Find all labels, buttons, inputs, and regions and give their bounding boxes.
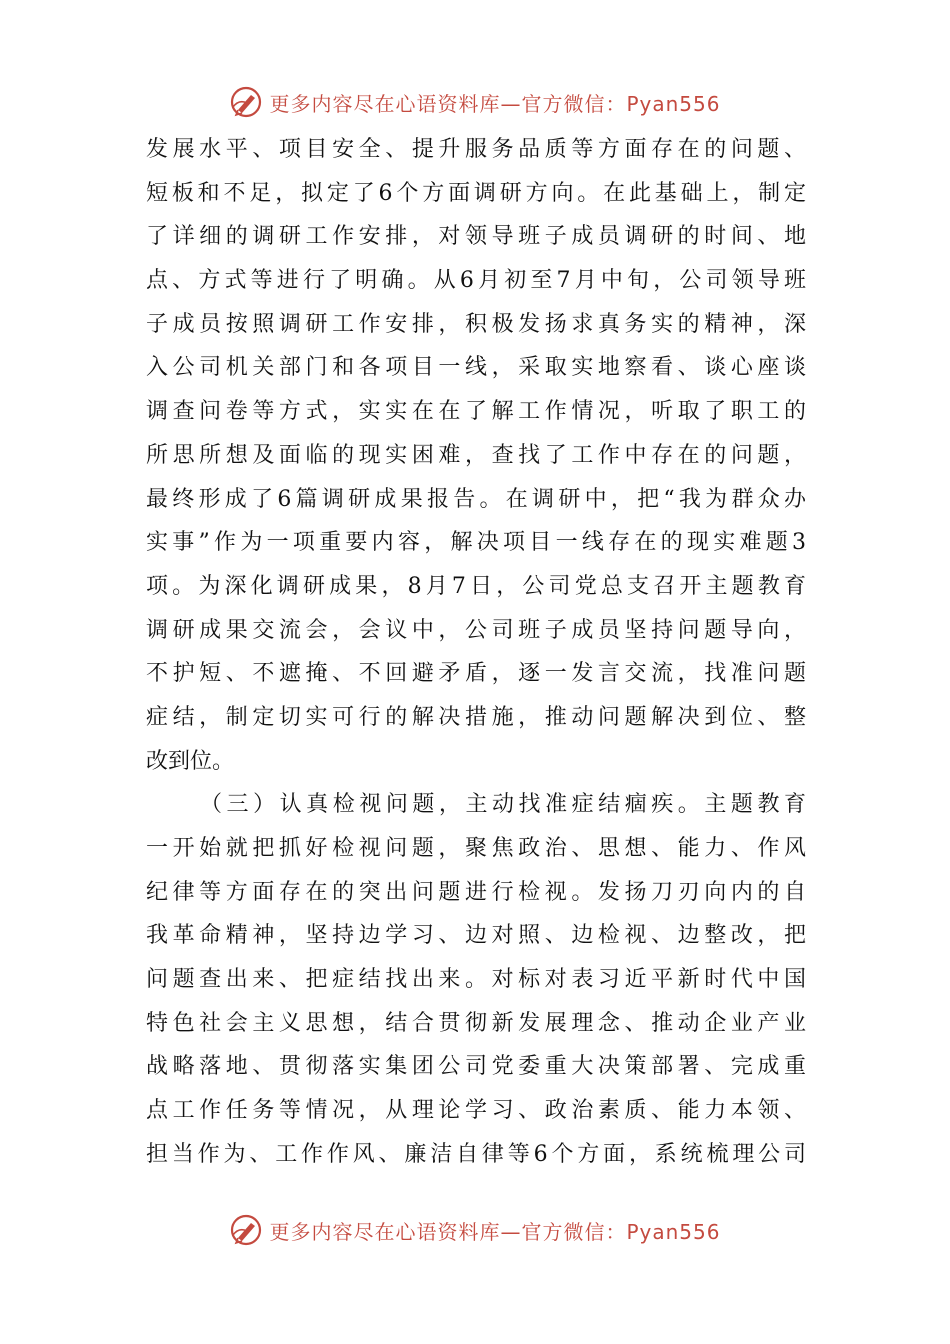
paragraph-end-line: 改到位。 [146,748,235,774]
body-line: 特色社会主义思想，结合贯彻新发展理念、推动企业产业 [146,1010,806,1036]
body-line: 我革命精神，坚持边学习、边对照、边检视、边整改，把 [146,923,806,949]
body-line: 项。为深化调研成果，8月7日，公司党总支召开主题教育 [146,573,806,599]
body-line: 点工作任务等情况，从理论学习、政治素质、能力本领、 [146,1098,806,1124]
body-line: 问题查出来、把症结找出来。对标对表习近平新时代中国 [146,967,806,993]
watermark-text: 更多内容尽在心语资料库—官方微信：Pyan556 [269,91,721,116]
document-body [146,128,806,1177]
footer-watermark [0,1212,950,1248]
body-line: 入公司机关部门和各项目一线，采取实地察看、谈心座谈 [146,355,806,381]
body-line: 所思所想及面临的现实困难，查找了工作中存在的问题， [146,442,806,468]
body-line: 调研成果交流会，会议中，公司班子成员坚持问题导向， [146,617,806,643]
body-line: 调查问卷等方式，实实在在了解工作情况，听取了职工的 [146,399,806,425]
body-line: 实事”作为一项重要内容，解决项目一线存在的现实难题3 [146,530,806,556]
body-line: 症结，制定切实可行的解决措施，推动问题解决到位、整 [146,704,806,730]
body-line: 发展水平、项目安全、提升服务品质等方面存在的问题、 [146,137,806,162]
body-line: 不护短、不遮掩、不回避矛盾，逐一发言交流，找准问题 [146,661,806,687]
pen-circle-logo-icon [229,85,263,119]
body-line: 战略落地、贯彻落实集团公司党委重大决策部署、完成重 [146,1054,806,1080]
header-watermark [0,84,950,120]
body-line: 点、方式等进行了明确。从6月初至7月中旬，公司领导班 [146,268,806,294]
body-line: 了详细的调研工作安排，对领导班子成员调研的时间、地 [146,224,806,250]
body-line: 最终形成了6篇调研成果报告。在调研中，把“我为群众办 [146,486,806,512]
body-line: 子成员按照调研工作安排，积极发扬求真务实的精神，深 [146,311,806,337]
body-line: 短板和不足，拟定了6个方面调研方向。在此基础上，制定 [146,180,806,206]
watermark-text: 更多内容尽在心语资料库—官方微信：Pyan556 [269,1219,721,1244]
section-heading-line: （三）认真检视问题，主动找准症结痼疾。主题教育 [200,792,806,818]
body-line: 一开始就把抓好检视问题，聚焦政治、思想、能力、作风 [146,836,806,861]
pen-circle-logo-icon [229,1213,263,1247]
body-line: 担当作为、工作作风、廉洁自律等6个方面，系统梳理公司 [146,1141,806,1167]
body-line: 纪律等方面存在的突出问题进行检视。发扬刀刃向内的自 [146,879,806,905]
